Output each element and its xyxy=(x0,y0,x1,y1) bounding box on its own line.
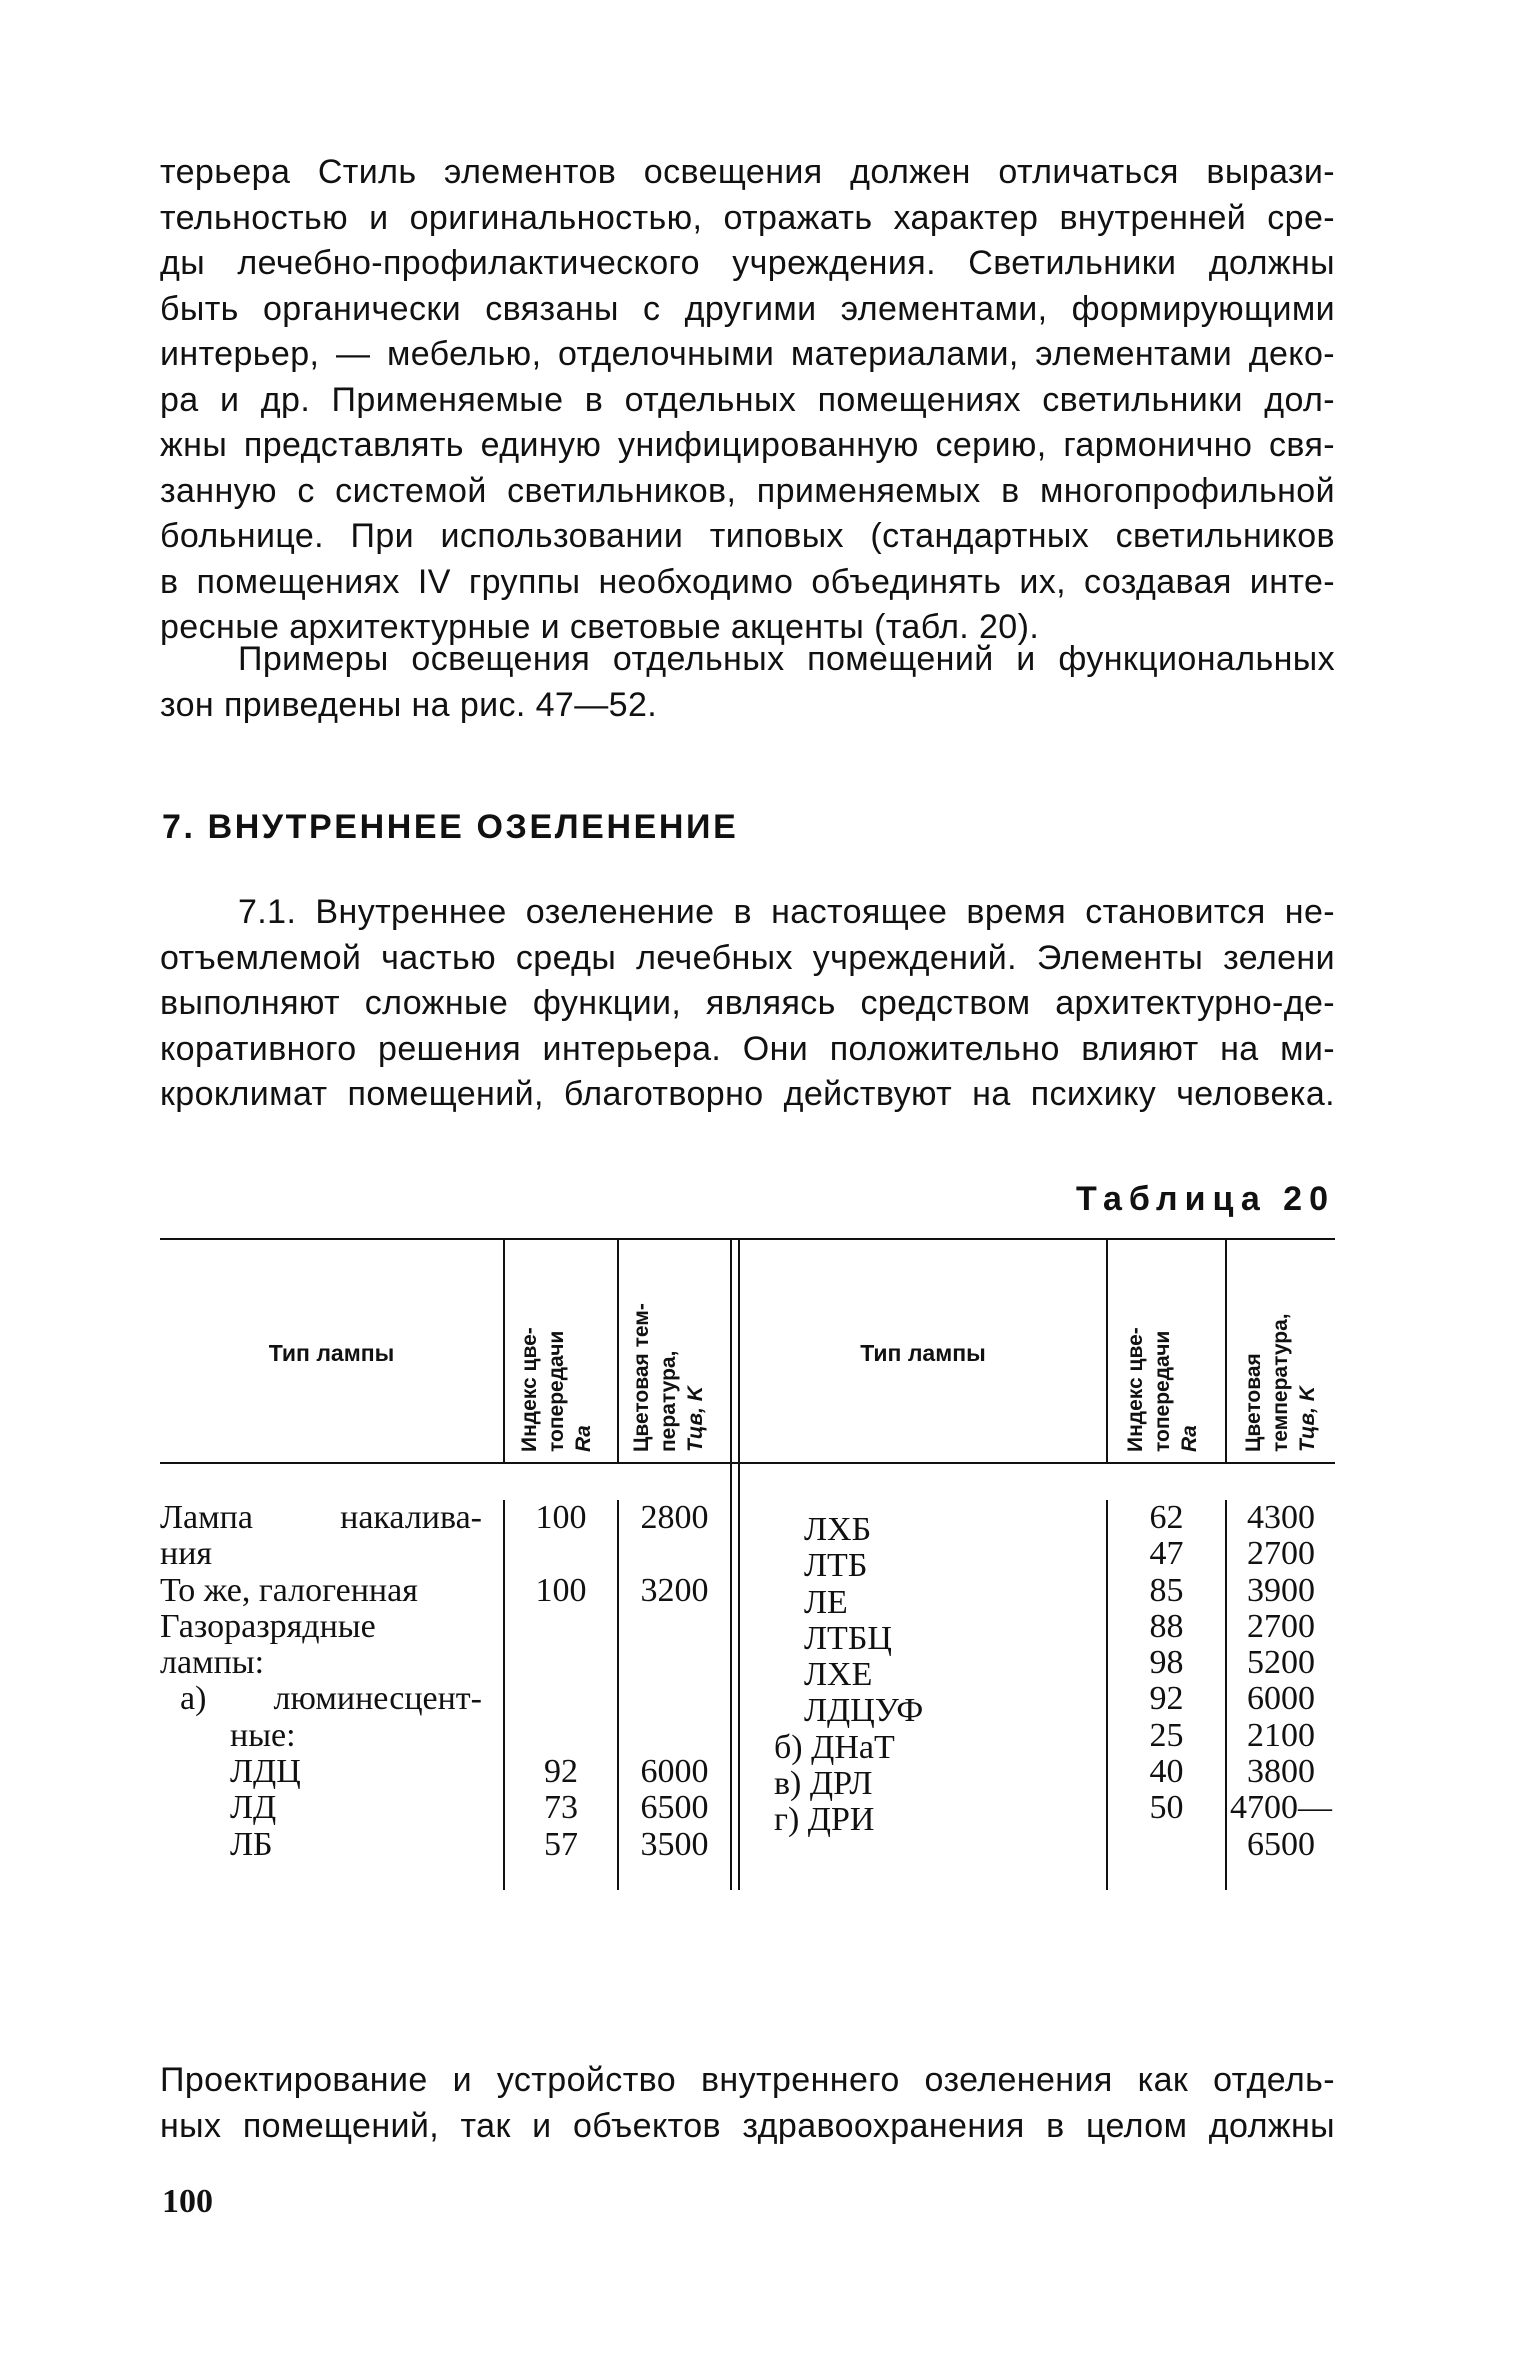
table-cell: 4700— xyxy=(1230,1789,1332,1827)
paragraph-greenery-design xyxy=(160,2058,1335,2149)
table-cell: 47 xyxy=(1149,1535,1184,1573)
text-line: ра и др. Применяемые в отдельных помещениях светильники дол- xyxy=(160,380,1335,419)
table-cell: То же, галогенная xyxy=(160,1571,418,1609)
table-cell: 25 xyxy=(1149,1716,1184,1754)
table-cell: 92 xyxy=(544,1753,578,1791)
table-cell: б) ДНаТ xyxy=(774,1728,895,1766)
col-divider xyxy=(1106,1240,1108,1462)
header-lamp-type-left: Тип лампы xyxy=(268,1340,395,1366)
table-cell: г) ДРИ xyxy=(774,1801,875,1839)
table-cell xyxy=(1108,1827,1225,1863)
table-cell: 3900 xyxy=(1247,1571,1315,1609)
text-line: 7.1. Внутреннее озеленение в настоящее время становится не- xyxy=(238,893,1335,931)
text-line: Проектирование и устройство внутреннего озеленения как отдель- xyxy=(160,2061,1335,2099)
right-ra-values xyxy=(1108,1500,1225,1863)
table-cell: 3800 xyxy=(1247,1753,1315,1791)
page-number: 100 xyxy=(162,2183,213,2220)
table-cell: 6000 xyxy=(1247,1680,1315,1718)
left-ra-values xyxy=(505,1500,617,1863)
table-cell: 6000 xyxy=(640,1753,709,1791)
table-cell: 98 xyxy=(1149,1644,1184,1682)
text-line: выполняют сложные функции, являясь средством архитектурно-де- xyxy=(160,984,1335,1022)
table-cell: 73 xyxy=(544,1789,578,1827)
table-top-rule xyxy=(160,1238,1335,1240)
table-header-rule xyxy=(160,1462,1335,1464)
paragraph-lighting-style xyxy=(160,150,1335,651)
section-heading: 7. ВНУТРЕННЕЕ ОЗЕЛЕНЕНИЕ xyxy=(162,808,739,846)
header-color-rendering-index-left: Индекс цве- топередачи Ra xyxy=(518,1327,595,1452)
table-cell: ЛТБЦ xyxy=(804,1619,892,1657)
text-line: отъемлемой частью среды лечебных учреждений. Элементы зелени xyxy=(160,938,1335,977)
table-cell: ЛТБ xyxy=(804,1547,868,1585)
text-line: ных помещений, так и объектов здравоохранения в целом должны xyxy=(160,2106,1335,2145)
text-line: жны представлять единую унифицированную серию, гармонично свя- xyxy=(160,426,1335,464)
table-cell xyxy=(505,1681,617,1717)
table-cell xyxy=(505,1536,617,1572)
table-cell: ЛД xyxy=(230,1789,277,1827)
text-line: интерьер, — мебелью, отделочными материалами, элементами деко- xyxy=(160,335,1335,373)
table-cell: 57 xyxy=(544,1825,578,1863)
left-lamp-names xyxy=(160,1500,482,1863)
table-cell xyxy=(619,1681,730,1717)
table-cell: 50 xyxy=(1149,1789,1184,1827)
table-cell: а) люминесцент- xyxy=(180,1680,482,1718)
paragraph-lighting-examples xyxy=(160,637,1335,728)
paragraph-interior-greenery xyxy=(160,890,1335,1118)
left-temperature-values xyxy=(619,1500,730,1863)
table-cell: ЛХБ xyxy=(804,1511,872,1548)
table-cell: 2800 xyxy=(640,1499,709,1536)
text-line: кроклимат помещений, благотворно действуют на психику человека. xyxy=(160,1075,1335,1113)
table-cell: 3200 xyxy=(640,1571,709,1609)
text-line: занную с системой светильников, применяемых в многопрофильной xyxy=(160,471,1335,510)
table-cell: 3500 xyxy=(640,1825,709,1863)
table-cell: 100 xyxy=(535,1499,587,1536)
table-cell: 4300 xyxy=(1247,1499,1315,1536)
col-divider xyxy=(503,1240,505,1462)
table-cell xyxy=(505,1645,617,1681)
table-cell: 92 xyxy=(1149,1680,1184,1718)
text-line: Примеры освещения отдельных помещений и функциональных xyxy=(238,640,1335,678)
table-cell: 6500 xyxy=(640,1789,709,1827)
table-cell: 6500 xyxy=(1247,1825,1315,1863)
text-line: больнице. При использовании типовых (стандартных светильников xyxy=(160,517,1335,555)
double-divider xyxy=(738,1240,740,1890)
header-color-rendering-index-right: Индекс цве- топередачи Ra xyxy=(1124,1327,1201,1452)
header-color-temperature-right: Цветовая температура, Tцв, K xyxy=(1242,1313,1319,1452)
table-cell: Лампа накалива- xyxy=(160,1499,482,1536)
table-cell xyxy=(619,1718,730,1754)
table-cell: 62 xyxy=(1149,1499,1184,1536)
table-cell: лампы: xyxy=(160,1644,265,1682)
table-cell xyxy=(505,1609,617,1645)
table-cell xyxy=(619,1536,730,1572)
right-lamp-names xyxy=(774,1511,1104,1875)
table-cell xyxy=(619,1609,730,1645)
header-lamp-type-right: Тип лампы xyxy=(860,1340,986,1366)
table-cell: 85 xyxy=(1149,1571,1184,1609)
table-cell: ЛХЕ xyxy=(804,1656,873,1694)
text-line: быть органически связаны с другими элементами, формирующими xyxy=(160,289,1335,328)
table-cell: ния xyxy=(160,1535,213,1573)
table-cell: 88 xyxy=(1149,1607,1184,1645)
right-temperature-values xyxy=(1227,1500,1335,1863)
table-cell: ные: xyxy=(230,1716,296,1754)
table-cell xyxy=(505,1718,617,1754)
table-cell: Газоразрядные xyxy=(160,1607,376,1645)
table-cell: ЛДЦУФ xyxy=(804,1692,924,1730)
table-cell: 5200 xyxy=(1247,1644,1315,1682)
table-cell: 2700 xyxy=(1247,1535,1315,1573)
text-line: тельностью и оригинальностью, отражать характер внутренней сре- xyxy=(160,198,1335,237)
text-line: ресные архитектурные и световые акценты (табл. 20). xyxy=(160,608,1040,646)
text-line: в помещениях IV группы необходимо объединять их, создавая инте- xyxy=(160,562,1335,601)
text-line: зон приведены на рис. 47—52. xyxy=(160,685,658,724)
table-cell xyxy=(804,1839,1104,1875)
text-line: ды лечебно-профилактического учреждения. Светильники должны xyxy=(160,244,1335,282)
table-cell: ЛЕ xyxy=(804,1583,848,1621)
table-cell: 2100 xyxy=(1247,1716,1315,1754)
table-cell: 100 xyxy=(535,1571,587,1609)
table-cell: в) ДРЛ xyxy=(774,1765,873,1803)
table-cell: 2700 xyxy=(1247,1607,1315,1645)
table-cell: ЛДЦ xyxy=(230,1753,301,1791)
table-cell: ЛБ xyxy=(230,1825,273,1863)
header-color-temperature-left: Цветовая тем- пература, Tцв, K xyxy=(630,1303,707,1452)
table-caption: Таблица 20 xyxy=(1076,1180,1335,1218)
table-cell: 40 xyxy=(1149,1753,1184,1791)
text-line: коративного решения интерьера. Они положительно влияют на ми- xyxy=(160,1029,1335,1068)
table-cell xyxy=(619,1645,730,1681)
text-line: терьера Стиль элементов освещения должен отличаться вырази- xyxy=(160,153,1335,191)
